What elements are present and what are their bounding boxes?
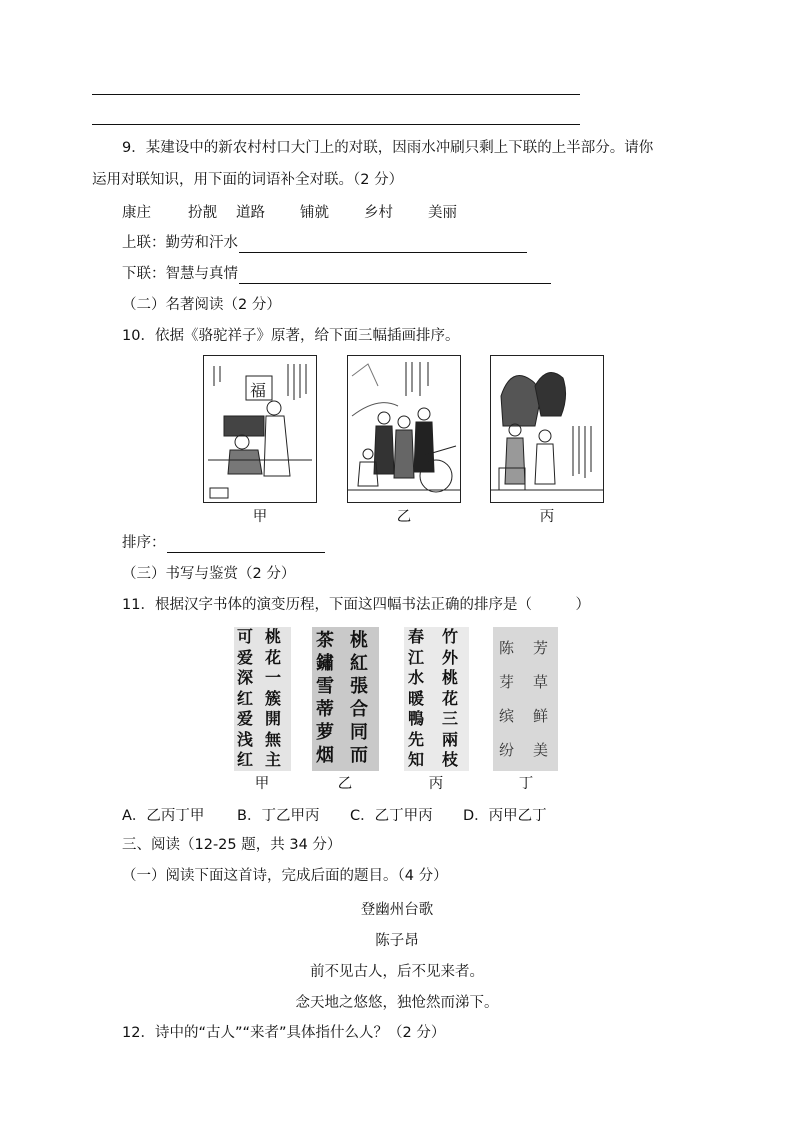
word-option: 美丽 <box>428 205 457 221</box>
q10-prompt: 10．依据《骆驼祥子》原著，给下面三幅插画排序。 <box>122 328 460 344</box>
option-c[interactable]: C．乙丁甲丙 <box>350 808 433 824</box>
section-heading: （三）书写与鉴赏（2 分） <box>122 566 296 582</box>
calligraphy-column: 桃紅張合同而 <box>350 630 368 766</box>
caption-jia: 甲 <box>252 509 268 525</box>
calligraphy-jia <box>234 627 291 771</box>
upper-couplet <box>122 233 527 253</box>
calligraphy-column: 春江水暖鴨先知 <box>408 627 425 769</box>
word-option: 铺就 <box>300 205 329 221</box>
order-blank[interactable] <box>167 536 325 553</box>
q11-prompt: 11．根据汉字书体的演变历程，下面这四幅书法正确的排序是（ ） <box>122 597 590 613</box>
calligraphy-ding <box>493 627 558 771</box>
q12-prompt: 12．诗中的“古人”“来者”具体指什么人？（2 分） <box>122 1025 446 1041</box>
calligraphy-column: 茶鏽雪蒂萝烟 <box>316 630 334 766</box>
option-a[interactable]: A．乙丙丁甲 <box>122 808 205 824</box>
order-label: 排序： <box>122 535 166 551</box>
calligraphy-column: 可爱深红爱浅红 <box>237 627 254 769</box>
answer-line[interactable] <box>92 124 580 125</box>
calligraphy-column: 竹外桃花三兩枝 <box>442 627 459 769</box>
caption-bing: 丙 <box>428 776 444 792</box>
order-answer <box>122 533 325 553</box>
caption-jia: 甲 <box>254 776 270 792</box>
calligraphy-bing <box>404 627 469 771</box>
upper-couplet-blank[interactable] <box>239 236 527 253</box>
word-option: 乡村 <box>364 205 393 221</box>
answer-line[interactable] <box>92 94 580 95</box>
section-heading: （二）名著阅读（2 分） <box>122 297 281 313</box>
calligraphy-yi <box>312 627 379 771</box>
lower-couplet <box>122 264 551 284</box>
calligraphy-column: 陈芽缤纷 <box>499 639 515 759</box>
poem-line: 念天地之悠悠，独怆然而涕下。 <box>295 995 499 1011</box>
poem-author: 陈子昂 <box>375 933 419 949</box>
caption-bing: 丙 <box>539 509 555 525</box>
upper-couplet-label: 上联：勤劳和汗水 <box>122 235 238 251</box>
illustration-jia <box>203 355 317 503</box>
caption-yi: 乙 <box>337 776 353 792</box>
caption-ding: 丁 <box>518 776 534 792</box>
sub-heading: （一）阅读下面这首诗，完成后面的题目。（4 分） <box>122 868 448 884</box>
calligraphy-column: 桃花一簇開無主 <box>265 627 282 769</box>
calligraphy-column: 芳草鲜美 <box>533 639 549 759</box>
word-option: 道路 <box>236 205 265 221</box>
option-d[interactable]: D．丙甲乙丁 <box>463 808 547 824</box>
q9-line1: 9．某建设中的新农村村口大门上的对联，因雨水冲刷只剩上下联的上半部分。请你 <box>122 140 654 156</box>
poem-title: 登幽州台歌 <box>360 902 434 918</box>
lower-couplet-label: 下联：智慧与真情 <box>122 266 238 282</box>
option-b[interactable]: B．丁乙甲丙 <box>237 808 320 824</box>
q9-line2: 运用对联知识，用下面的词语补全对联。（2 分） <box>92 172 404 188</box>
poem-line: 前不见古人，后不见来者。 <box>310 964 484 980</box>
lower-couplet-blank[interactable] <box>239 267 551 284</box>
illustration-yi <box>347 355 461 503</box>
illustration-bing <box>490 355 604 503</box>
word-option: 扮靓 <box>188 205 217 221</box>
fu-character: 福 <box>250 381 267 400</box>
word-option: 康庄 <box>122 205 151 221</box>
part-heading: 三、阅读（12-25 题，共 34 分） <box>122 837 342 853</box>
caption-yi: 乙 <box>396 509 412 525</box>
